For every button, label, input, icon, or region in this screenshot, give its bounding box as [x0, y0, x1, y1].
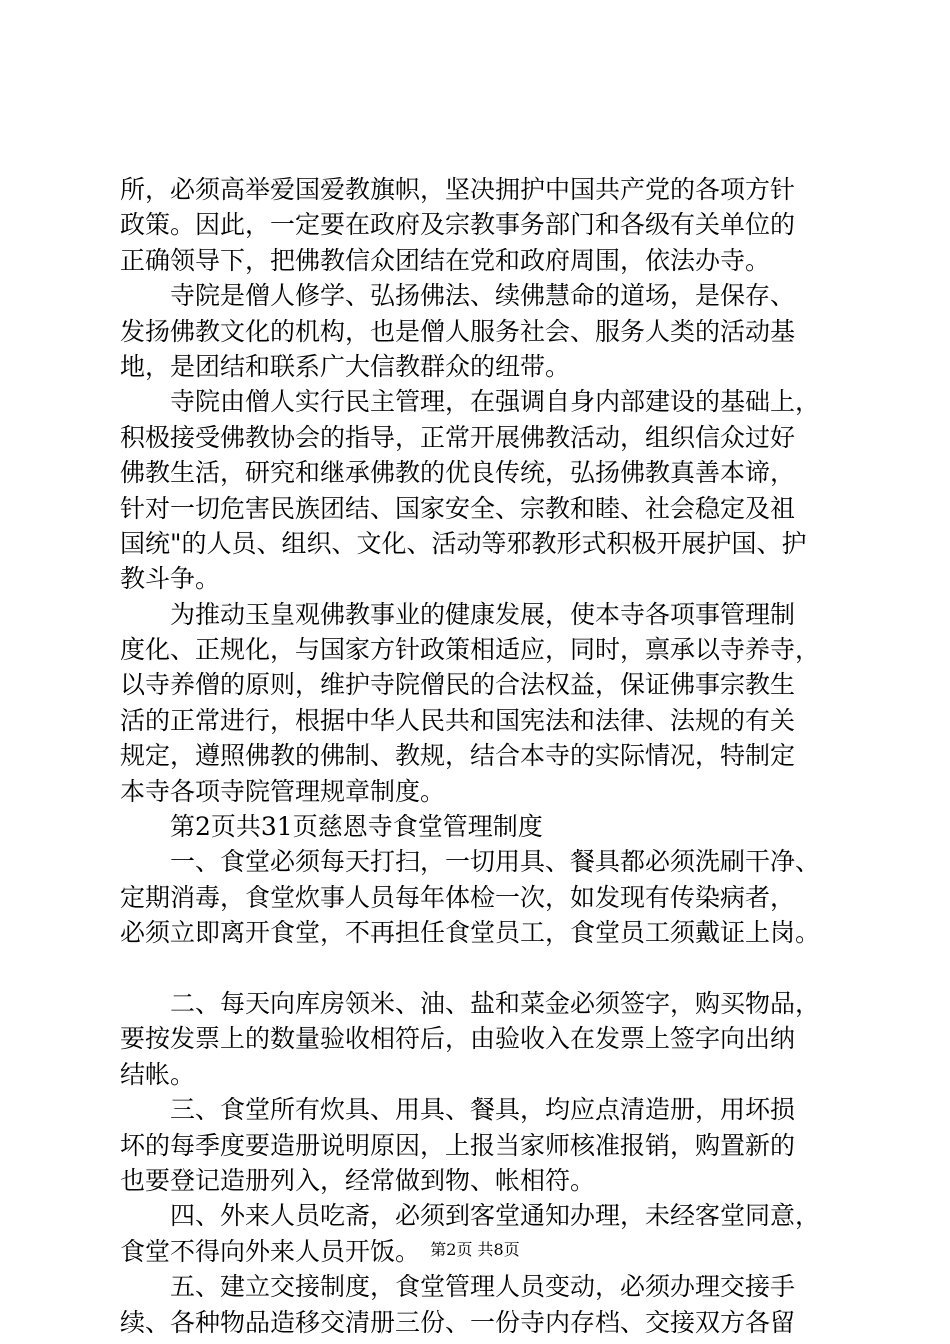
text-line: 佛教生活，研究和继承佛教的优良传统，弘扬佛教真善本谛，: [120, 458, 796, 488]
text-line: 也要登记造册列入，经常做到物、帐相符。: [120, 1165, 596, 1195]
text-line: 第2页共31页慈恩寺食堂管理制度: [120, 812, 543, 842]
text-line: 规定，遵照佛教的佛制、教规，结合本寺的实际情况，特制定: [120, 741, 796, 771]
text-line: 坏的每季度要造册说明原因，上报当家师核准报销，购置新的: [120, 1130, 796, 1160]
text-line: 发扬佛教文化的机构，也是僧人服务社会、服务人类的活动基: [120, 316, 796, 346]
text-line: 二、每天向库房领米、油、盐和菜金必须签字，购买物品，: [120, 988, 821, 1018]
page-footer: 第2页 共8页: [430, 1240, 520, 1259]
text-line: 结帐。: [120, 1059, 196, 1089]
text-line: 寺院由僧人实行民主管理，在强调自身内部建设的基础上，: [120, 387, 821, 417]
text-line: 地，是团结和联系广大信教群众的纽带。: [120, 351, 571, 381]
text-line: 食堂不得向外来人员开饭。: [120, 1236, 421, 1266]
text-line: 一、食堂必须每天打扫，一切用具、餐具都必须洗刷干净、: [120, 847, 821, 877]
text-line: 必须立即离开食堂，不再担任食堂员工，食堂员工须戴证上岗。: [120, 918, 821, 948]
text-line: 国统"的人员、组织、文化、活动等邪教形式积极开展护国、护: [120, 528, 807, 558]
text-line: 三、食堂所有炊具、用具、餐具，均应点清造册，用坏损: [120, 1095, 796, 1125]
text-line: 针对一切危害民族团结、国家安全、宗教和睦、社会稳定及祖: [120, 493, 796, 523]
text-line: 为推动玉皇观佛教事业的健康发展，使本寺各项事管理制: [120, 599, 796, 629]
text-line: 所，必须高举爱国爱教旗帜，坚决拥护中国共产党的各项方针: [120, 175, 796, 204]
text-line: 定期消毒，食堂炊事人员每年体检一次，如发现有传染病者，: [120, 882, 796, 912]
text-line: 度化、正规化，与国家方针政策相适应，同时，禀承以寺养寺，: [120, 635, 821, 665]
text-line: 以寺养僧的原则，维护寺院僧民的合法权益，保证佛事宗教生: [120, 670, 796, 700]
text-line: 政策。因此，一定要在政府及宗教事务部门和各级有关单位的: [120, 210, 796, 240]
text-line: 本寺各项寺院管理规章制度。: [120, 776, 446, 806]
text-line: 活的正常进行，根据中华人民共和国宪法和法律、法规的有关: [120, 705, 796, 735]
text-line: 寺院是僧人修学、弘扬佛法、续佛慧命的道场，是保存、: [120, 281, 796, 311]
blank-line: [120, 951, 850, 986]
text-line: 正确领导下，把佛教信众团结在党和政府周围，依法办寺。: [120, 245, 771, 275]
text-line: 续、各种物品造移交清册三份、一份寺内存档、交接双方各留: [120, 1307, 796, 1337]
text-line: 积极接受佛教协会的指导，正常开展佛教活动，组织信众过好: [120, 422, 796, 452]
text-line: 四、外来人员吃斋，必须到客堂通知办理，未经客堂同意，: [120, 1201, 821, 1231]
text-line: 要按发票上的数量验收相符后，由验收入在发票上签字向出纳: [120, 1024, 796, 1054]
text-line: 教斗争。: [120, 564, 221, 594]
document-body: [120, 172, 850, 1340]
text-line: 五、建立交接制度，食堂管理人员变动，必须办理交接手: [120, 1272, 796, 1302]
